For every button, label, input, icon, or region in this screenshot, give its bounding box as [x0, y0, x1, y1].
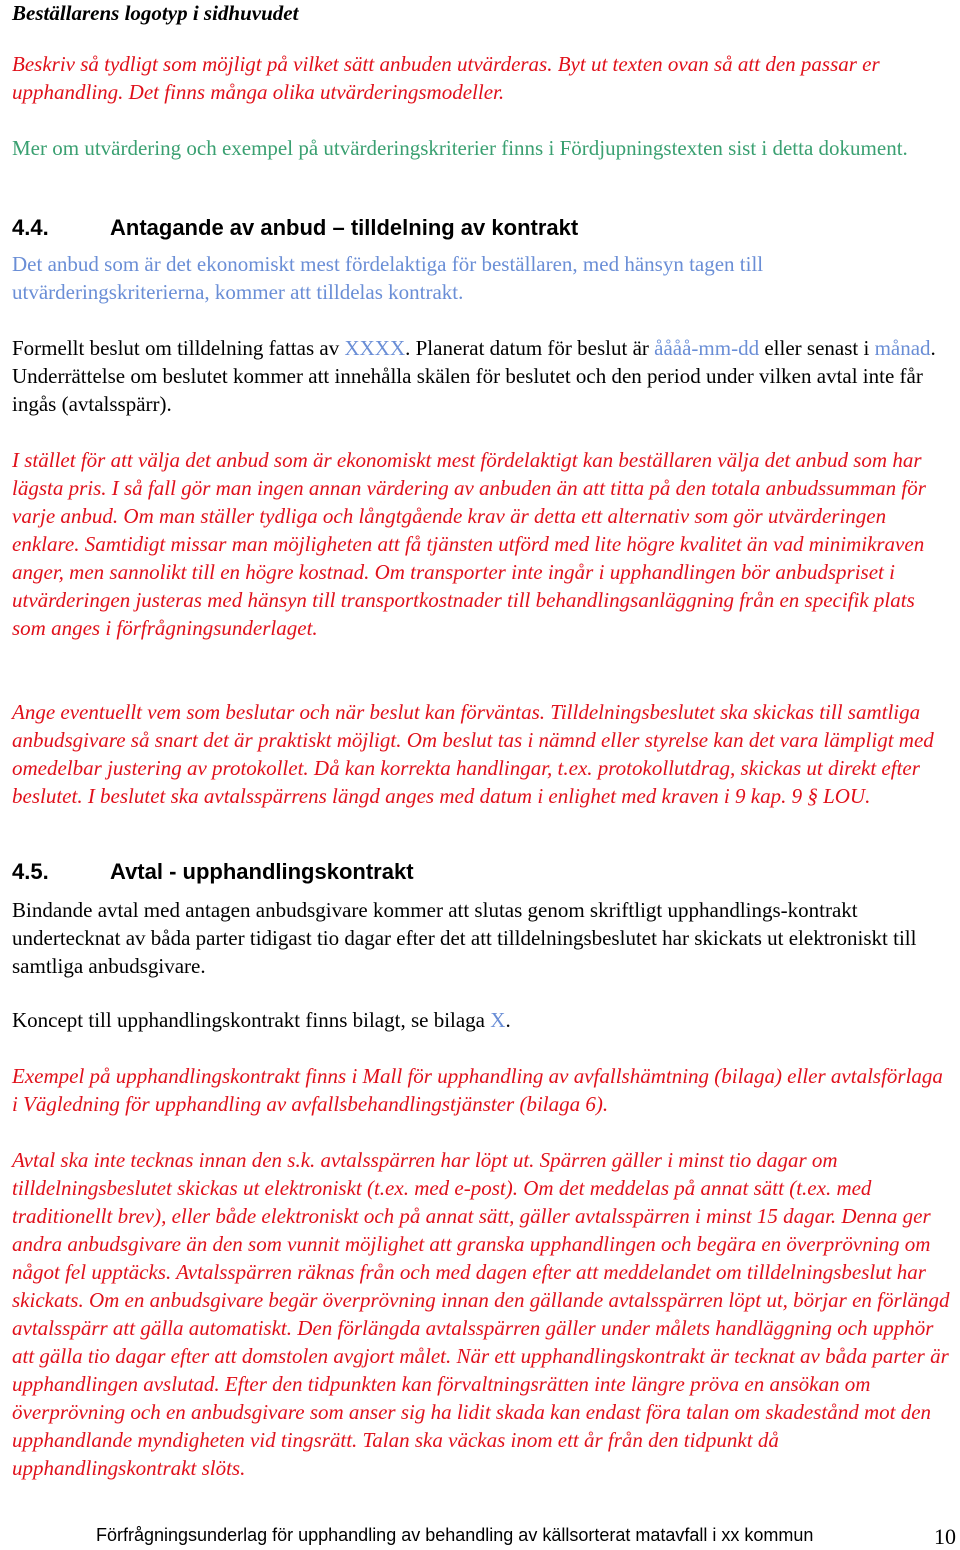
section-number: 4.5. [12, 859, 49, 884]
placeholder-decision-maker: XXXX [344, 336, 406, 360]
decision-text-3: eller senast i [759, 336, 875, 360]
award-paragraph: Det anbud som är det ekonomiskt mest fördelaktiga för beställaren, med hänsyn tagen till utvärderingskriterierna, kommer att tilldelas kontrakt. [12, 252, 764, 304]
binding-contract-paragraph: Bindande avtal med antagen anbudsgivare kommer att slutas genom skriftligt upphandlings-kontrakt undertecknat av båda parter tidigast tio dagar efter det att tilldelningsbeslutet har skickats ut elektroniskt till samtliga anbudsgivare. [12, 898, 917, 978]
page-number: 10 [934, 1524, 956, 1549]
decision-paragraph [12, 334, 952, 418]
standstill-paragraph: Avtal ska inte tecknas innan den s.k. avtalsspärren har löpt ut. Spärren gäller i minst tio dagar om tilldelningsbeslutet skickas ut elektroniskt (t.ex. med e-post). Om det meddelas på annat sätt (t.ex. med traditionellt brev), eller både elektroniskt och på annat sätt, gäller avtalsspärren i minst 15 dagar. Denna ger andra anbudsgivare än den som vunnit möjlighet att granska upphandlingen och begära en överprövning om något fel upptäcks. Avtalsspärren räknas från och med dagen efter att meddelandet om tilldelningsbeslut har skickats. Om en anbudsgivare begär överprövning innan den gällande avtalsspärren löpt ut, börjar en förlängd avtalsspärr att gälla automatiskt. Den förlängda avtalsspärren gäller under målets handläggning och upphör att gälla tio dagar efter att domstolen avgjort målet. När ett upphandlingskontrakt är tecknat av båda parter är upphandlingen avslutad. Efter den tidpunkten kan förvaltningsrätten inte längre pröva en ansökan om överprövning och en anbudsgivare som anser sig ha lidit skada kan endast föra talan om skadestånd mot den upphandlande myndigheten vid tingsrätt. Talan ska väckas inom ett år från den tidpunkt då upphandlingskontrakt slöts. [12, 1148, 950, 1480]
contract-example-paragraph: Exempel på upphandlingskontrakt finns i Mall för upphandling av avfallshämtning (bilaga) eller avtalsförlaga i Vägledning för upphandling av avfallsbehandlingstjänster (bilaga 6). [12, 1064, 943, 1116]
page-footer: Förfrågningsunderlag för upphandling av behandling av källsorterat matavfall i xx kommun [96, 1525, 814, 1545]
section-heading-4-4 [12, 214, 578, 242]
decision-info-paragraph: Ange eventuellt vem som beslutar och när beslut kan förväntas. Tilldelningsbeslutet ska skickas till samtliga anbudsgivare så snart det är praktiskt möjligt. Om beslut tas i nämnd eller styrelse kan det vara lämpligt med omedelbar justering av protokollet. Då kan korrekta handlingar, t.ex. protokollutdrag, skickas ut direkt efter beslutet. I beslutet ska avtalsspärrens längd anges med datum i enlighet med kraven i 9 kap. 9 § LOU. [12, 700, 934, 808]
contract-concept-paragraph [12, 1006, 952, 1034]
section-title: Avtal - upphandlingskontrakt [110, 859, 414, 884]
decision-text-4: . Underrättelse om beslutet kommer att innehålla skälen för beslutet och den period under vilken avtal inte får ingås (avtalsspärr). [12, 336, 936, 416]
section-number: 4.4. [12, 215, 49, 240]
contract-concept-end: . [505, 1008, 511, 1032]
instruction-paragraph: Beskriv så tydligt som möjligt på vilket sätt anbuden utvärderas. Byt ut texten ovan så att den passar er upphandling. Det finns många olika utvärderingsmodeller. [12, 52, 880, 104]
decision-text-2: . Planerat datum för beslut är [405, 336, 655, 360]
placeholder-month: månad [874, 336, 931, 360]
contract-concept-text: Koncept till upphandlingskontrakt finns bilagt, se bilaga [12, 1008, 491, 1032]
section-heading-4-5 [12, 858, 414, 886]
placeholder-date: åååå-mm-dd [654, 336, 760, 360]
more-info-paragraph: Mer om utvärdering och exempel på utvärderingskriterier finns i Fördjupningstexten sist i detta dokument. [12, 136, 908, 160]
logo-placeholder: Beställarens logotyp i sidhuvudet [12, 1, 299, 25]
section-title: Antagande av anbud – tilldelning av kontrakt [110, 215, 579, 240]
decision-text-1: Formellt beslut om tilldelning fattas av [12, 336, 345, 360]
placeholder-annex: X [490, 1008, 506, 1032]
lowest-price-paragraph: I stället för att välja det anbud som är ekonomiskt mest fördelaktigt kan beställaren välja det anbud som har lägsta pris. I så fall gör man ingen annan värdering av anbuden än att titta på den totala anbudssumman för varje anbud. Om man ställer tydliga och långtgående krav är detta ett alternativ som gör utvärderingen enklare. Samtidigt missar man möjligheten att få tjänsten utförd med lite högre kvalitet än vad minimikraven anger, men sannolikt till en högre kostnad. Om transporter inte ingår i upphandlingen bör anbudspriset i utvärderingen justeras med hänsyn till transportkostnader till behandlingsanläggning från en specifik plats som anges i förfrågningsunderlaget. [12, 448, 926, 640]
